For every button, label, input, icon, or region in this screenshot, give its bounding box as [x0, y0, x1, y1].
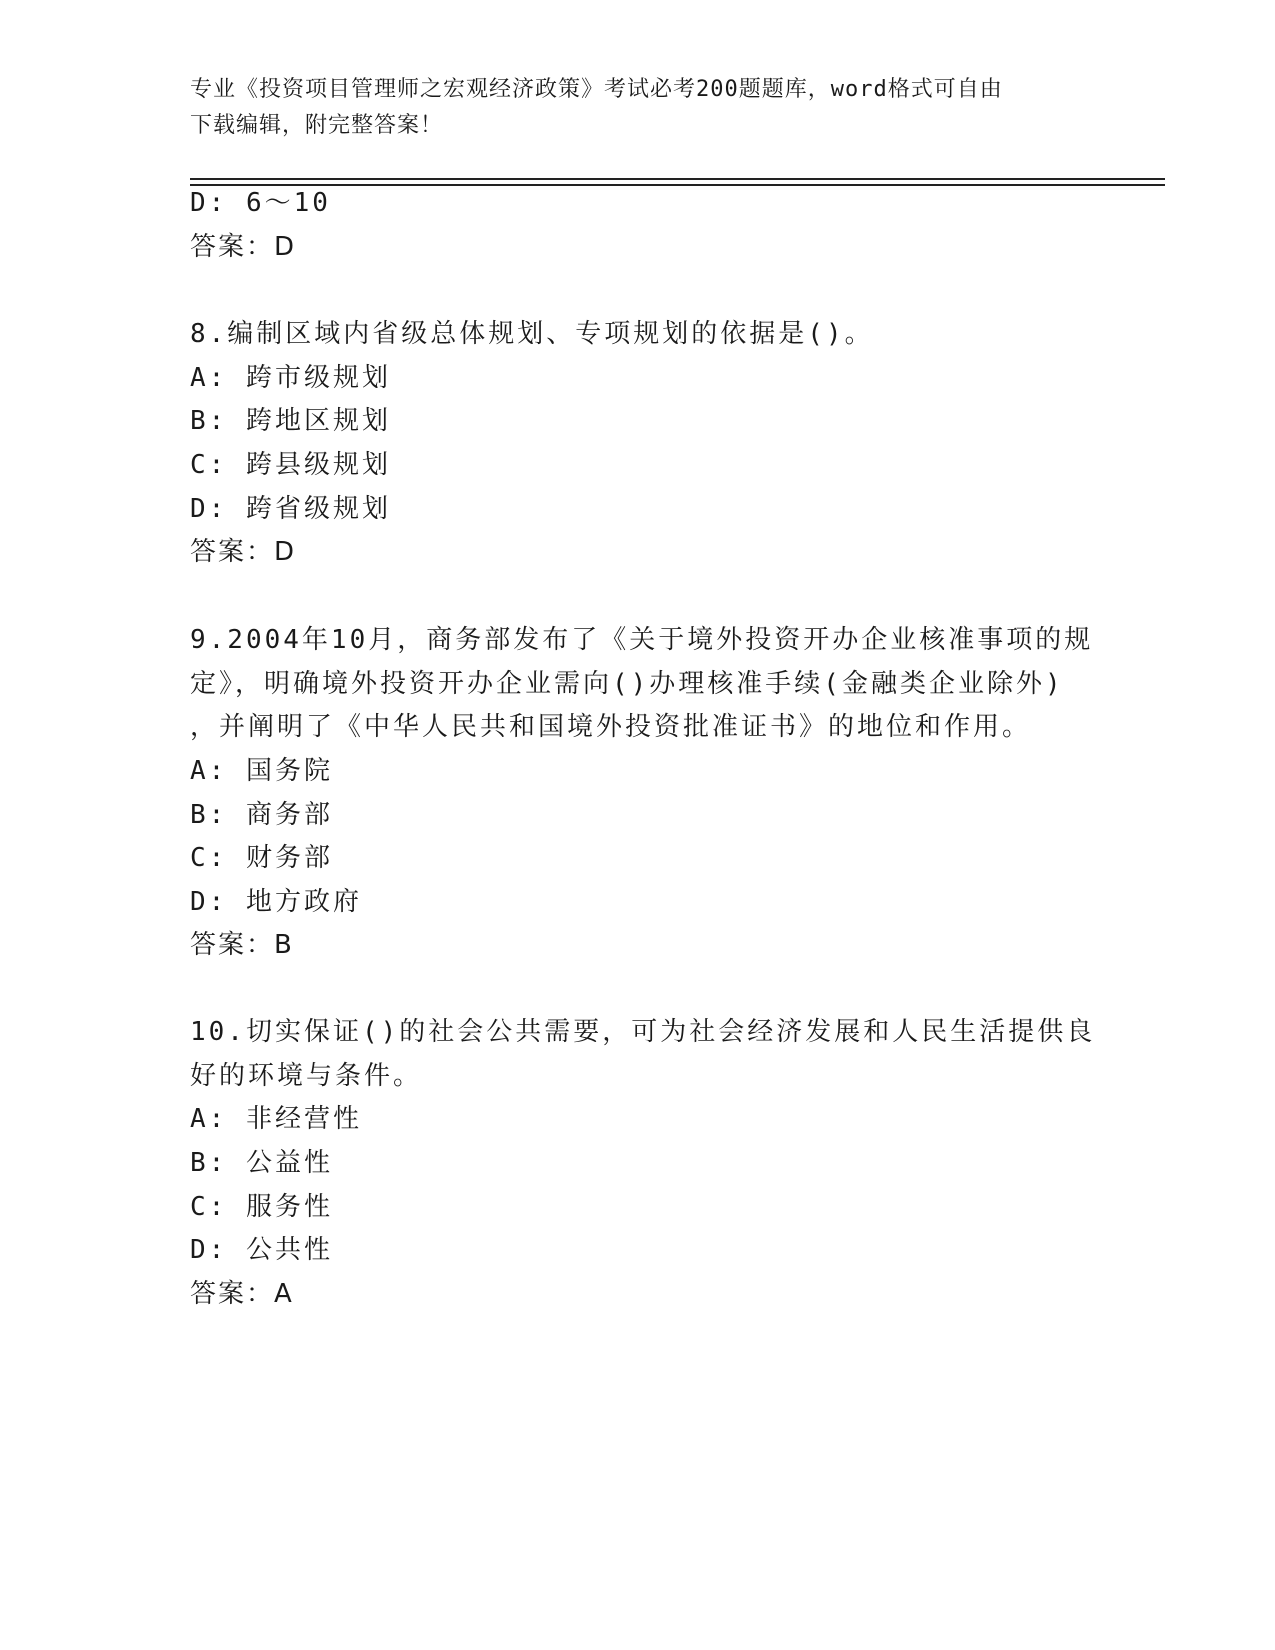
- q8-question: 8.编制区域内省级总体规划、专项规划的依据是()。: [190, 319, 874, 349]
- q9-question-line-1: 9.2004年10月，商务部发布了《关于境外投资开办企业核准事项的规: [190, 625, 1094, 655]
- q9-question-line-3: ，并阐明了《中华人民共和国境外投资批准证书》的地位和作用。: [190, 712, 1032, 742]
- q8-option-d: D: 跨省级规划: [190, 494, 391, 524]
- q8-option-a: A: 跨市级规划: [190, 363, 391, 393]
- q7-answer: 答案：D: [190, 232, 297, 262]
- q7-option-d: D: 6～10: [190, 188, 331, 218]
- q10-question-line-1: 10.切实保证()的社会公共需要，可为社会经济发展和人民生活提供良: [190, 1017, 1096, 1047]
- q10-option-b: B: 公益性: [190, 1148, 333, 1178]
- header-line-1: 专业《投资项目管理师之宏观经济政策》考试必考200题题库，word格式可自由: [190, 77, 1003, 102]
- q8-option-c: C: 跨县级规划: [190, 450, 391, 480]
- q10-answer: 答案：A: [190, 1279, 294, 1309]
- header-line-2: 下载编辑，附完整答案！: [190, 113, 444, 138]
- q10-option-a: A: 非经营性: [190, 1104, 362, 1134]
- q9-answer: 答案：B: [190, 930, 294, 960]
- q9-question-line-2: 定》，明确境外投资开办企业需向()办理核准手续(金融类企业除外): [190, 669, 1064, 699]
- header-divider-top: [190, 178, 1165, 180]
- document-header: [190, 72, 1070, 144]
- q8-answer: 答案：D: [190, 537, 297, 567]
- q10-option-d: D: 公共性: [190, 1235, 333, 1265]
- q9-option-b: B: 商务部: [190, 800, 333, 830]
- q10-option-c: C: 服务性: [190, 1192, 333, 1222]
- q8-option-b: B: 跨地区规划: [190, 406, 391, 436]
- q9-option-d: D: 地方政府: [190, 887, 362, 917]
- q9-option-c: C: 财务部: [190, 843, 333, 873]
- q9-option-a: A: 国务院: [190, 756, 333, 786]
- q10-question-line-2: 好的环境与条件。: [190, 1061, 423, 1091]
